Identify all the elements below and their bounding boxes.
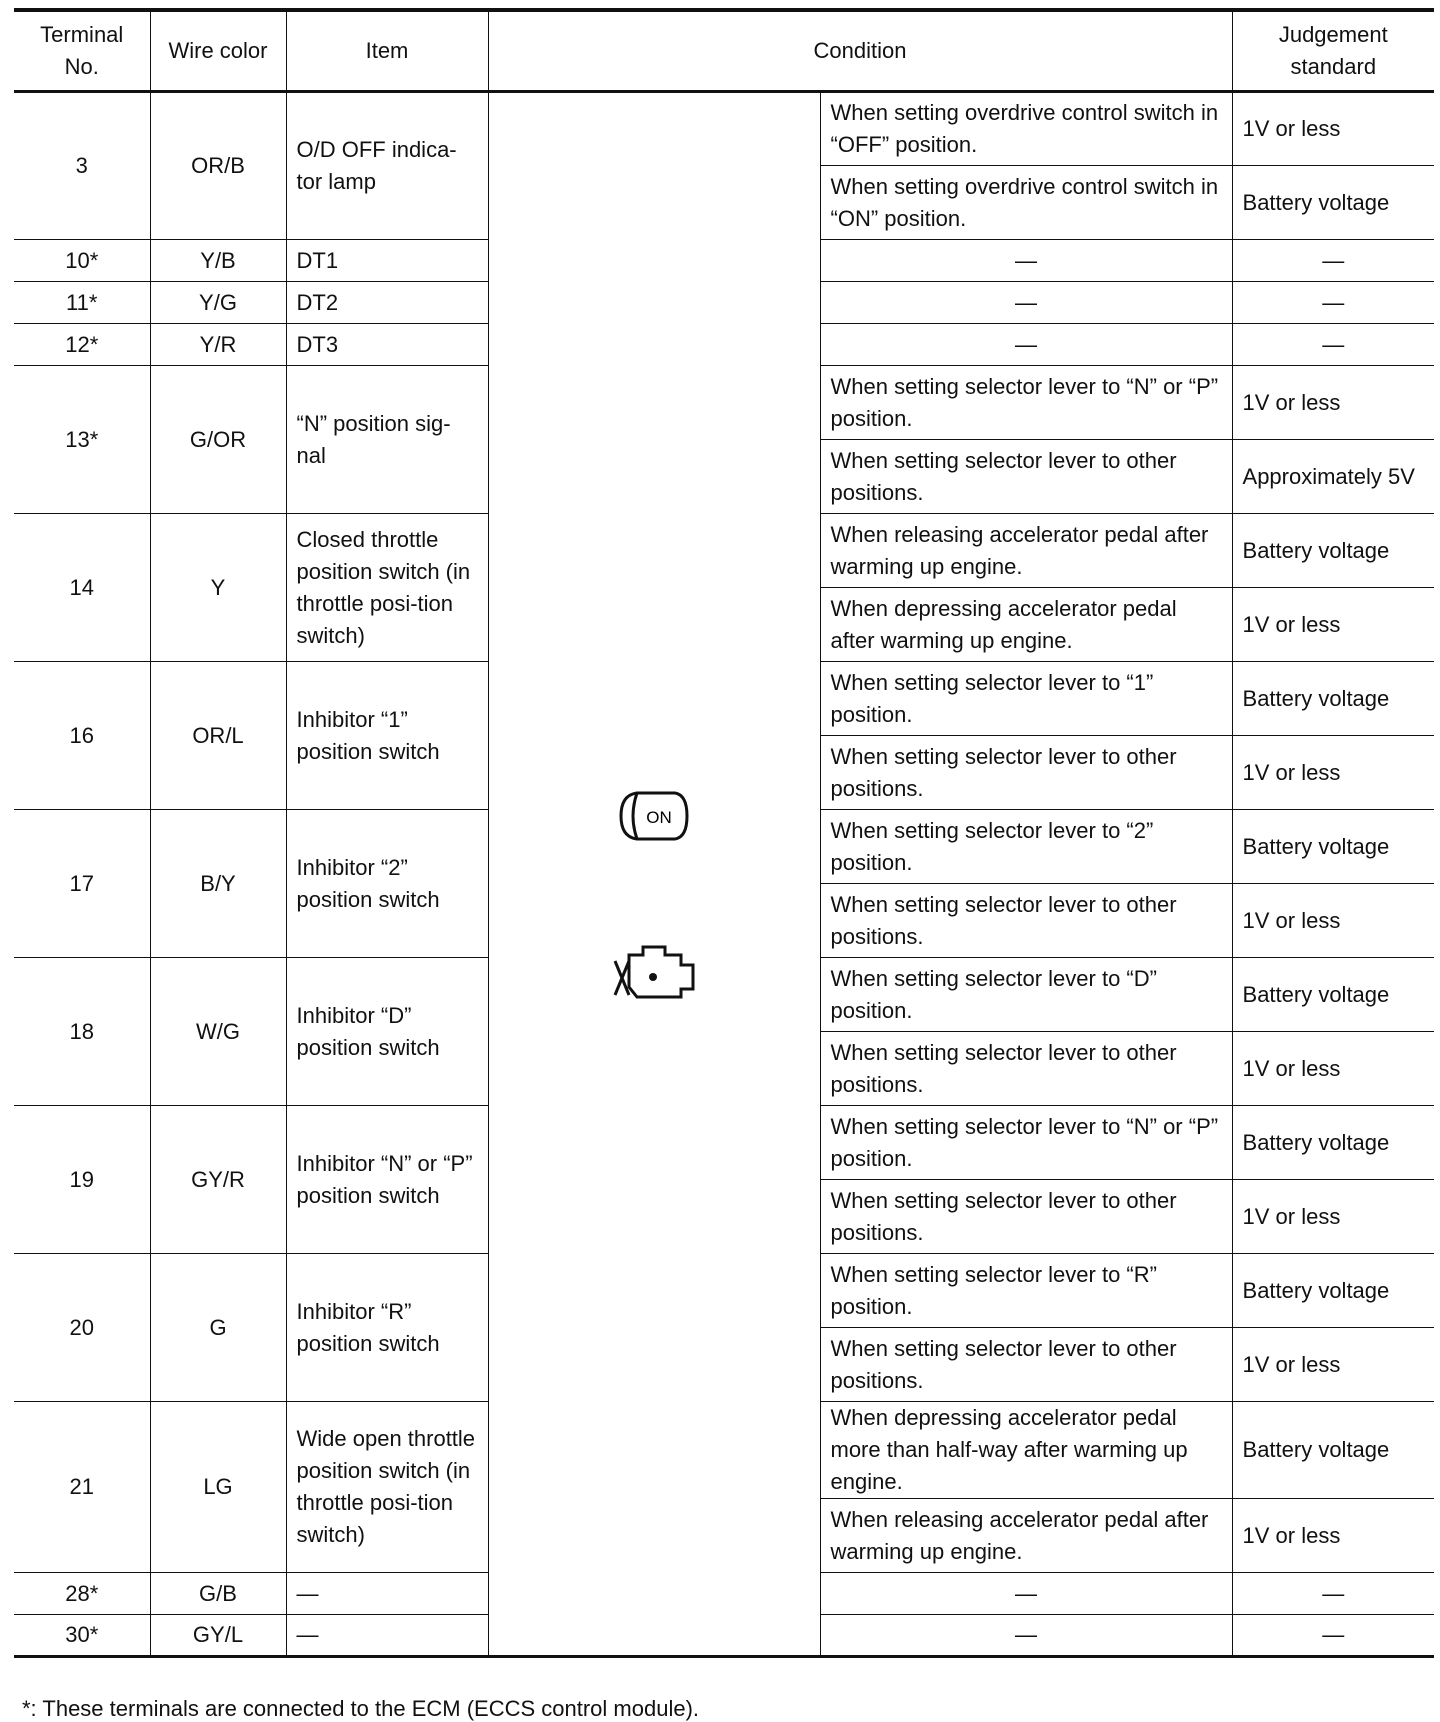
judgement-cell: Battery voltage: [1232, 514, 1434, 588]
condition-cell: —: [820, 240, 1232, 282]
terminal-no-cell: 20: [14, 1254, 150, 1402]
item-cell: O/D OFF indica-tor lamp: [286, 92, 488, 240]
judgement-cell: 1V or less: [1232, 1180, 1434, 1254]
condition-cell: When setting selector lever to other positions.: [820, 736, 1232, 810]
wire-color-cell: B/Y: [150, 810, 286, 958]
judgement-cell: Battery voltage: [1232, 810, 1434, 884]
judgement-cell: 1V or less: [1232, 884, 1434, 958]
item-cell: Inhibitor “D” position switch: [286, 958, 488, 1106]
judgement-cell: 1V or less: [1232, 92, 1434, 166]
item-cell: Inhibitor “R” position switch: [286, 1254, 488, 1402]
wire-color-cell: Y/R: [150, 324, 286, 366]
judgement-cell: Battery voltage: [1232, 166, 1434, 240]
judgement-cell: Battery voltage: [1232, 1106, 1434, 1180]
wire-color-cell: OR/B: [150, 92, 286, 240]
wire-color-cell: G: [150, 1254, 286, 1402]
terminal-no-cell: 14: [14, 514, 150, 662]
item-cell: DT3: [286, 324, 488, 366]
svg-text:ON: ON: [646, 808, 672, 827]
table-header-row: [14, 10, 1434, 92]
wire-color-cell: GY/R: [150, 1106, 286, 1254]
terminal-no-cell: 12*: [14, 324, 150, 366]
condition-cell: When setting selector lever to other positions.: [820, 1328, 1232, 1402]
condition-cell: When setting selector lever to “R” position.: [820, 1254, 1232, 1328]
condition-cell: When setting overdrive control switch in “OFF” position.: [820, 92, 1232, 166]
terminal-no-cell: 21: [14, 1402, 150, 1573]
judgement-cell: —: [1232, 282, 1434, 324]
judgement-cell: Battery voltage: [1232, 1402, 1434, 1499]
item-cell: —: [286, 1573, 488, 1615]
item-cell: Inhibitor “1” position switch: [286, 662, 488, 810]
item-cell: Closed throttle position switch (in throttle posi-tion switch): [286, 514, 488, 662]
judgement-cell: —: [1232, 1615, 1434, 1657]
condition-cell: When setting selector lever to “N” or “P” position.: [820, 1106, 1232, 1180]
condition-cell: When setting selector lever to “N” or “P” position.: [820, 366, 1232, 440]
judgement-cell: 1V or less: [1232, 736, 1434, 810]
header-item: Item: [286, 10, 488, 92]
judgement-cell: —: [1232, 324, 1434, 366]
terminal-no-cell: 13*: [14, 366, 150, 514]
condition-cell: —: [820, 324, 1232, 366]
header-wire-color: Wire color: [150, 10, 286, 92]
terminal-no-cell: 11*: [14, 282, 150, 324]
header-terminal-no: Terminal No.: [14, 10, 150, 92]
judgement-cell: Battery voltage: [1232, 662, 1434, 736]
judgement-cell: —: [1232, 1573, 1434, 1615]
judgement-cell: Approximately 5V: [1232, 440, 1434, 514]
wire-color-cell: W/G: [150, 958, 286, 1106]
condition-cell: When releasing accelerator pedal after warming up engine.: [820, 1499, 1232, 1573]
item-cell: DT1: [286, 240, 488, 282]
header-judgement-standard: Judgement standard: [1232, 10, 1434, 92]
judgement-cell: Battery voltage: [1232, 1254, 1434, 1328]
condition-cell: When setting selector lever to “D” position.: [820, 958, 1232, 1032]
item-cell: Inhibitor “2” position switch: [286, 810, 488, 958]
condition-cell: When setting overdrive control switch in “ON” position.: [820, 166, 1232, 240]
item-cell: —: [286, 1615, 488, 1657]
condition-cell: When setting selector lever to other positions.: [820, 440, 1232, 514]
condition-cell: —: [820, 1615, 1232, 1657]
condition-icons: [489, 743, 820, 1005]
table-row: [14, 92, 1434, 166]
condition-cell: When depressing accelerator pedal after warming up engine.: [820, 588, 1232, 662]
terminal-no-cell: 10*: [14, 240, 150, 282]
condition-cell: When setting selector lever to other positions.: [820, 884, 1232, 958]
condition-icons-cell: [488, 92, 820, 1657]
terminal-table-sheet: [14, 8, 1434, 1721]
table-body: [14, 92, 1434, 1657]
terminal-no-cell: 19: [14, 1106, 150, 1254]
terminal-no-cell: 18: [14, 958, 150, 1106]
condition-cell: When setting selector lever to “2” position.: [820, 810, 1232, 884]
ignition-key-on-icon: [615, 783, 693, 849]
condition-cell: —: [820, 1573, 1232, 1615]
judgement-cell: 1V or less: [1232, 1328, 1434, 1402]
condition-cell: When setting selector lever to other positions.: [820, 1180, 1232, 1254]
condition-cell: When setting selector lever to other positions.: [820, 1032, 1232, 1106]
judgement-cell: Battery voltage: [1232, 958, 1434, 1032]
terminal-no-cell: 16: [14, 662, 150, 810]
wire-color-cell: GY/L: [150, 1615, 286, 1657]
header-condition: Condition: [488, 10, 1232, 92]
wire-color-cell: Y: [150, 514, 286, 662]
terminal-no-cell: 28*: [14, 1573, 150, 1615]
judgement-cell: —: [1232, 240, 1434, 282]
judgement-cell: 1V or less: [1232, 366, 1434, 440]
judgement-cell: 1V or less: [1232, 588, 1434, 662]
judgement-cell: 1V or less: [1232, 1032, 1434, 1106]
item-cell: Wide open throttle position switch (in throttle posi-tion switch): [286, 1402, 488, 1573]
judgement-cell: 1V or less: [1232, 1499, 1434, 1573]
wire-color-cell: Y/B: [150, 240, 286, 282]
condition-cell: When depressing accelerator pedal more than half-way after warming up engine.: [820, 1402, 1232, 1499]
footnote: *: These terminals are connected to the ECM (ECCS control module).: [22, 1696, 700, 1721]
terminal-no-cell: 3: [14, 92, 150, 240]
wire-color-cell: G/B: [150, 1573, 286, 1615]
engine-running-icon: [609, 939, 699, 1005]
condition-cell: When setting selector lever to “1” position.: [820, 662, 1232, 736]
condition-cell: When releasing accelerator pedal after warming up engine.: [820, 514, 1232, 588]
item-cell: DT2: [286, 282, 488, 324]
item-cell: Inhibitor “N” or “P” position switch: [286, 1106, 488, 1254]
wire-color-cell: LG: [150, 1402, 286, 1573]
terminal-no-cell: 30*: [14, 1615, 150, 1657]
terminal-no-cell: 17: [14, 810, 150, 958]
terminal-inspection-table: [14, 8, 1434, 1658]
wire-color-cell: G/OR: [150, 366, 286, 514]
condition-cell: —: [820, 282, 1232, 324]
wire-color-cell: OR/L: [150, 662, 286, 810]
item-cell: “N” position sig-nal: [286, 366, 488, 514]
wire-color-cell: Y/G: [150, 282, 286, 324]
